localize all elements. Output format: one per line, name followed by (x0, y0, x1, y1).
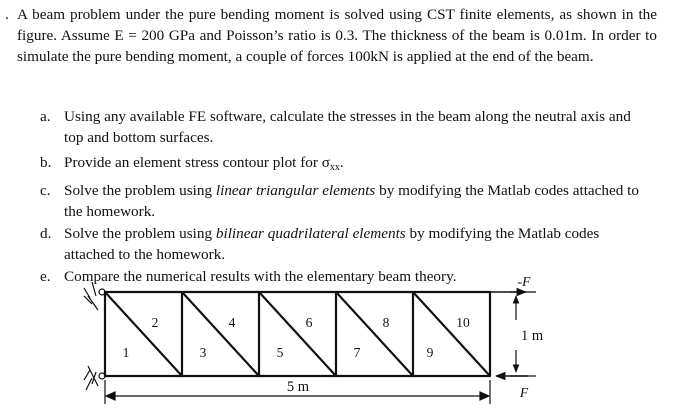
bottom-force-label: F (519, 385, 529, 400)
diagonal-member (336, 292, 413, 376)
intro-text: A beam problem under the pure bending moment is solved using CST finite elements, as shown in the figure. Assume E = 200 GPa and Poisson’s ratio is 0.3. The thickness of the beam is 0.01m. In order to simulate the pure bending moment, a couple of forces 100kN is applied at the end of the beam. (17, 6, 657, 66)
task-text: Compare the numerical results with the elementary beam theory. (64, 268, 457, 286)
element-number-8: 8 (382, 315, 390, 330)
element-number-1: 1 (122, 345, 130, 360)
task-marker: a. (40, 108, 51, 125)
task-marker: e. (40, 268, 51, 286)
task-emphasis: linear triangular elements (215, 181, 376, 199)
element-number-5: 5 (276, 345, 284, 360)
height-label: 1 m (521, 328, 544, 344)
top-pin-support (84, 282, 105, 310)
sigma-subscript: xx (329, 162, 340, 174)
beam-mesh (105, 292, 490, 376)
diagonal-member (105, 292, 182, 376)
element-number-6: 6 (305, 315, 313, 330)
element-number-10: 10 (456, 315, 470, 330)
intro-bullet: . (5, 6, 9, 23)
element-number-2: 2 (151, 315, 159, 330)
element-number-9: 9 (426, 345, 434, 360)
task-text-part: by modifying the Matlab codes attached to the homework. (64, 225, 600, 264)
task-text-part: by modifying the Matlab codes attached to the homework. (64, 181, 639, 220)
task-emphasis: bilinear quadrilateral elements (215, 225, 406, 243)
task-marker: c. (40, 181, 51, 199)
task-text-part: Solve the problem using (64, 225, 216, 243)
diagonal-member (259, 292, 336, 376)
diagonal-member (182, 292, 259, 376)
task-marker: d. (40, 225, 52, 243)
task-text-part: . (339, 154, 344, 172)
task-text: Using any available FE software, calculate the stresses in the beam along the neutral axis and top and bottom surfaces. (64, 108, 631, 147)
task-text-part: Provide an element stress contour plot for σ (64, 154, 330, 172)
bottom-roller-support (84, 366, 105, 390)
task-marker: b. (40, 154, 52, 172)
element-number-7: 7 (353, 345, 361, 360)
element-number-4: 4 (228, 315, 236, 330)
diagonal-member (413, 292, 490, 376)
length-label: 5 m (286, 379, 310, 395)
task-text-part: Solve the problem using (64, 181, 216, 199)
element-number-3: 3 (199, 345, 207, 360)
top-force-label: -F (517, 274, 531, 289)
